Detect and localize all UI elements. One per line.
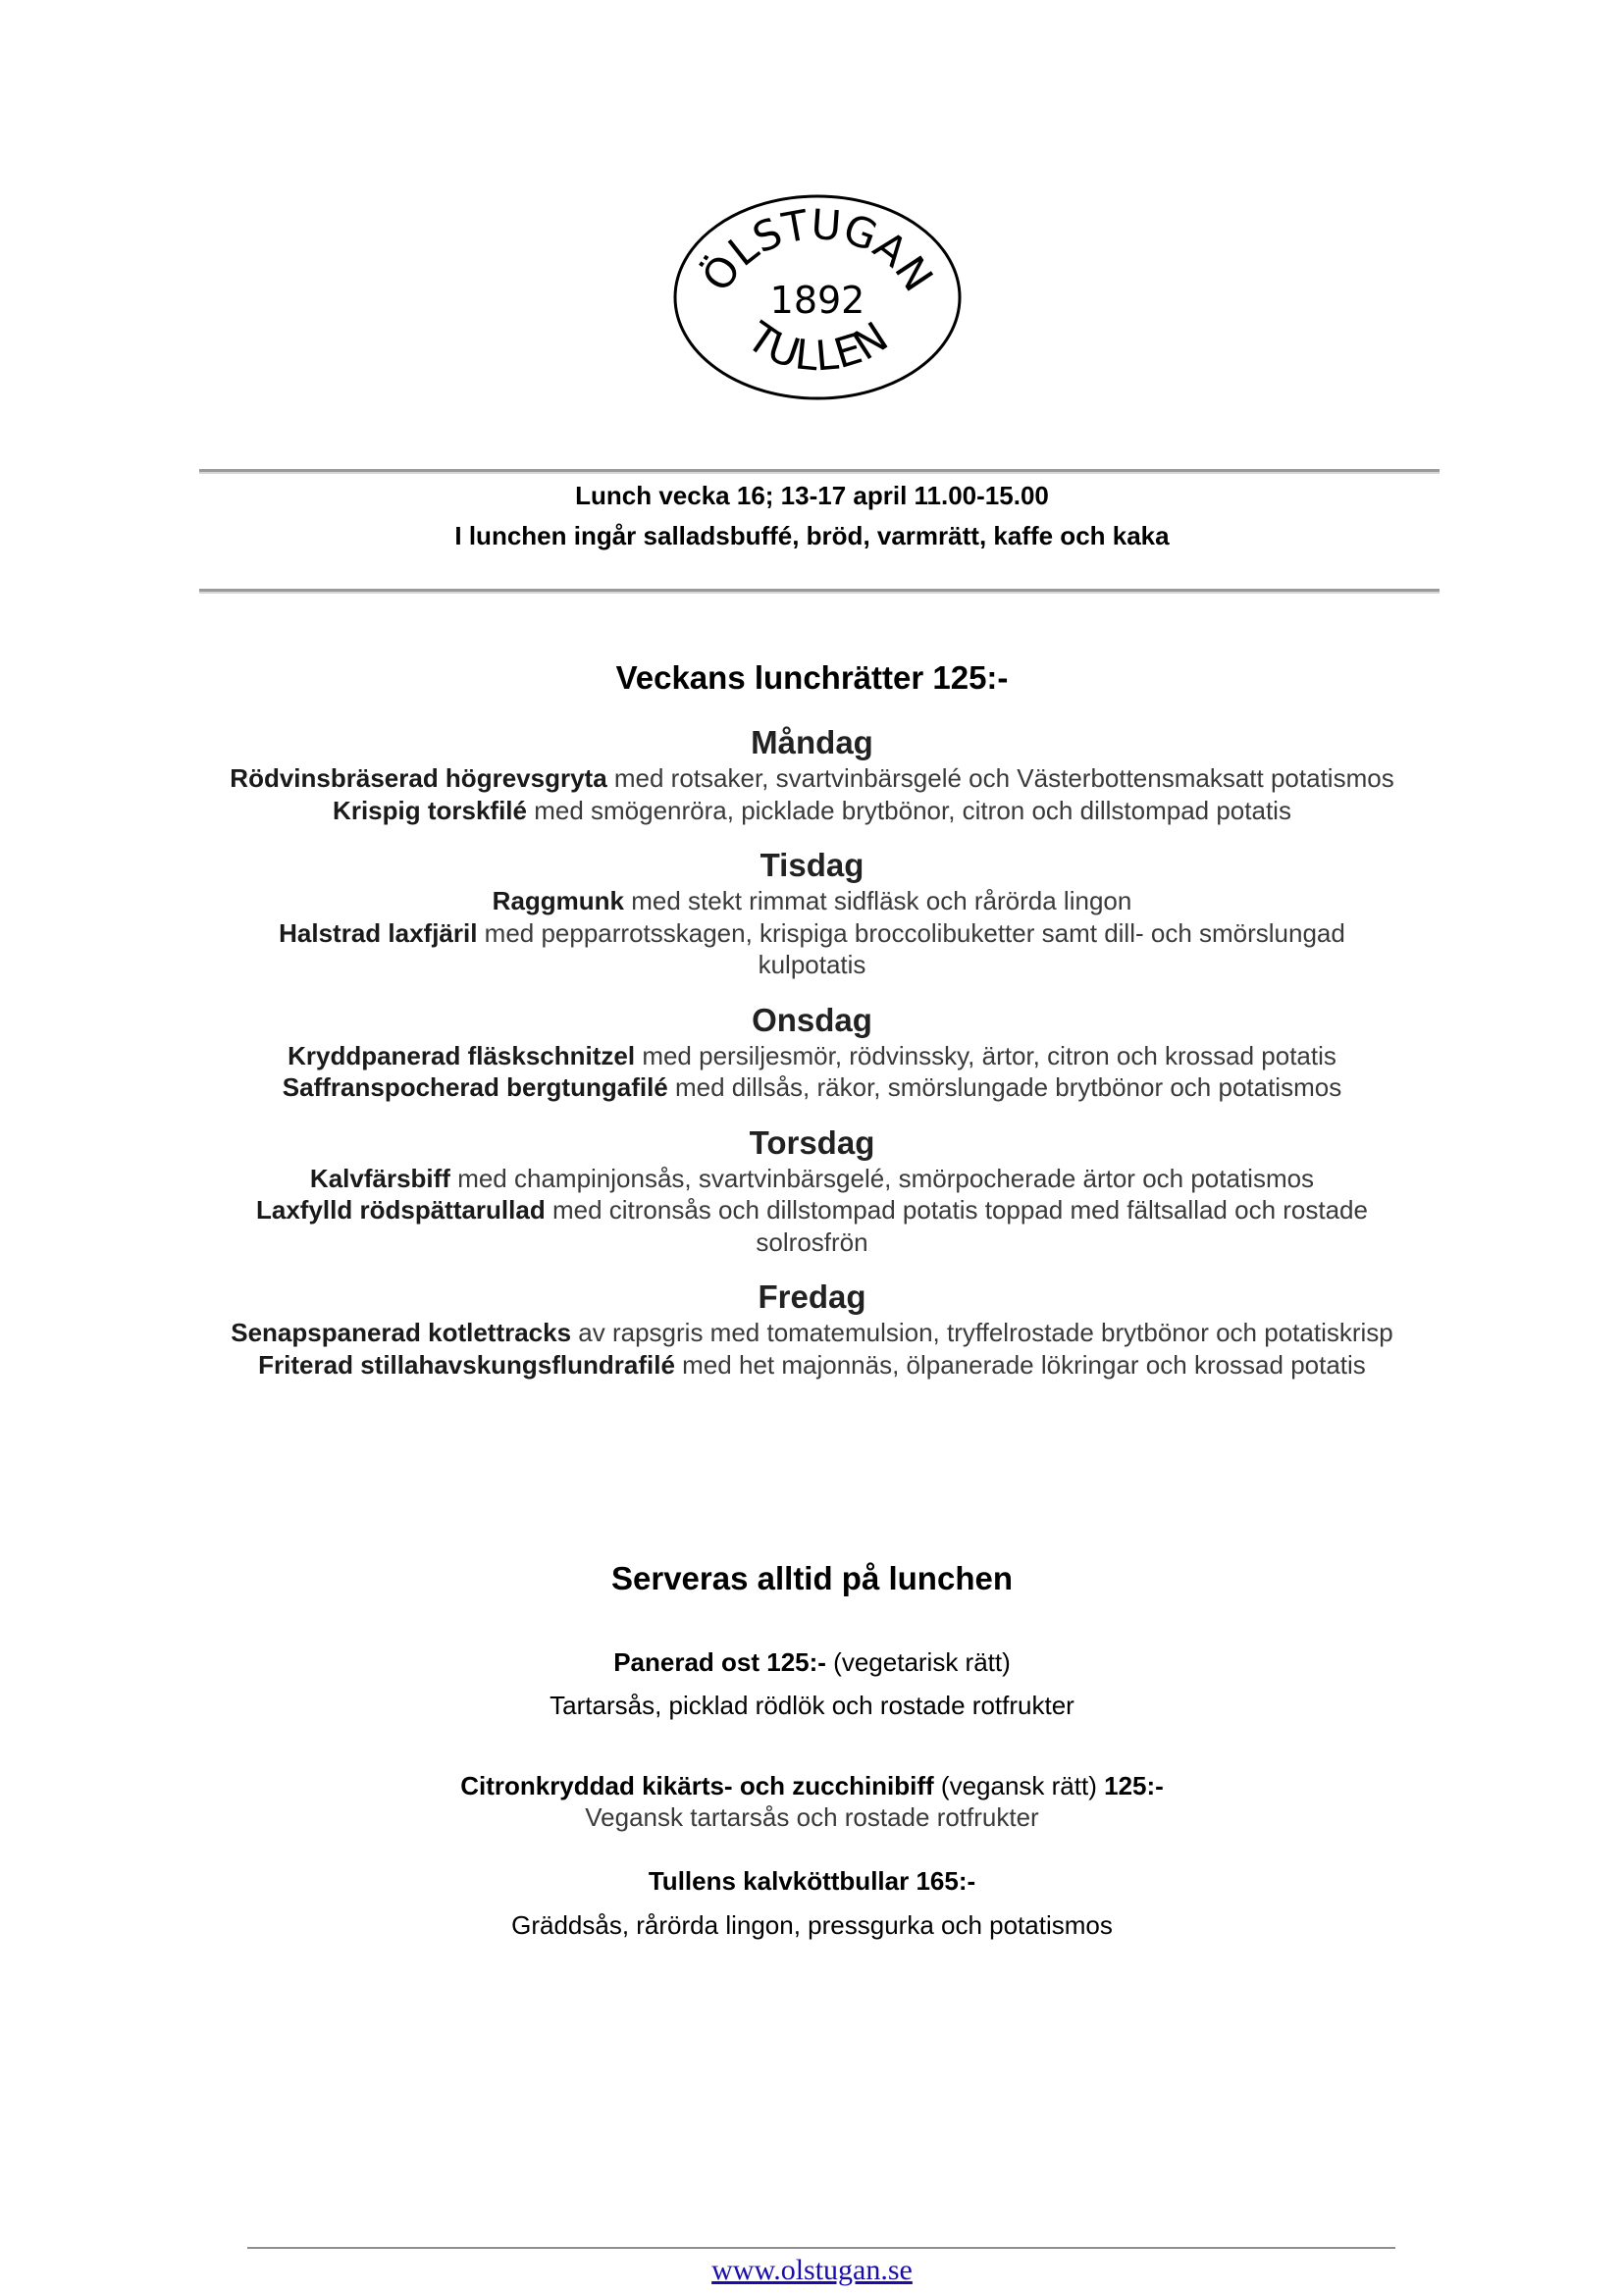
dish-description: med stekt rimmat sidfläsk och rårörda lingon xyxy=(624,886,1132,915)
always-item-description: Vegansk tartarsås och rostade rotfrukter xyxy=(585,1802,1039,1832)
dish xyxy=(226,1194,1398,1258)
dish xyxy=(226,1163,1398,1195)
footer-divider xyxy=(247,2247,1395,2249)
dish-description: med pepparrotsskagen, krispiga broccolibuketter samt dill- och smörslungad kulpotatis xyxy=(477,917,1345,979)
always-item-heading xyxy=(0,1770,1624,1801)
always-item-note: (vegetarisk rätt) xyxy=(825,1647,1011,1677)
always-item-heading xyxy=(0,1865,1624,1897)
lunch-includes-line: I lunchen ingår salladsbuffé, bröd, varmrätt, kaffe och kaka xyxy=(454,521,1170,550)
dish-name: Kalvfärsbiff xyxy=(309,1163,450,1193)
always-item-description: Gräddsås, rårörda lingon, pressgurka och potatismos xyxy=(511,1910,1113,1940)
olstugan-tullen-logo xyxy=(670,192,965,403)
day-friday xyxy=(226,1278,1398,1381)
lunch-week-heading: Lunch vecka 16; 13-17 april 11.00-15.00 xyxy=(575,481,1049,510)
dish xyxy=(226,1071,1398,1104)
day-wednesday xyxy=(226,1001,1398,1104)
dish xyxy=(226,762,1398,795)
dish xyxy=(226,795,1398,827)
dish-description: med het majonnäs, ölpanerade lökringar och krossad potatis xyxy=(674,1349,1366,1380)
dish-name: Krispig torskfilé xyxy=(333,795,527,825)
dish-description: med dillsås, räkor, smörslungade brytbönor och potatismos xyxy=(667,1072,1342,1102)
day-name: Fredag xyxy=(758,1278,866,1315)
always-item-name: Panerad ost 125:- xyxy=(613,1647,826,1677)
day-name: Onsdag xyxy=(752,1001,872,1038)
dish-name: Saffranspocherad bergtungafilé xyxy=(282,1072,668,1102)
dish-name: Kryddpanerad fläskschnitzel xyxy=(288,1040,636,1070)
week-menu-title: Veckans lunchrätter 125:- xyxy=(615,659,1009,696)
dish-description: med persiljesmör, rödvinssky, ärtor, citron och krossad potatis xyxy=(635,1040,1336,1070)
day-name: Måndag xyxy=(751,724,873,760)
dish-name: Rödvinsbräserad högrevsgryta xyxy=(230,763,607,793)
dish-name: Halstrad laxfjäril xyxy=(279,917,478,948)
header-bottom-divider xyxy=(199,589,1440,592)
dish-name: Friterad stillahavskungsflundrafilé xyxy=(258,1349,675,1380)
dish-name: Raggmunk xyxy=(492,886,625,915)
dish xyxy=(226,917,1398,981)
dish-name: Laxfylld rödspättarullad xyxy=(256,1195,546,1225)
dish-description: med rotsaker, svartvinbärsgelé och Västerbottensmaksatt potatismos xyxy=(606,763,1394,793)
dish-description: med citronsås och dillstompad potatis toppad med fältsallad och rostade solrosfrön xyxy=(545,1195,1368,1257)
logo-year: 1892 xyxy=(769,279,865,322)
header-top-divider xyxy=(199,469,1440,472)
footer xyxy=(0,2253,1624,2288)
weekly-menu xyxy=(226,723,1398,1381)
always-item-heading xyxy=(0,1646,1624,1678)
dish-description: av rapsgris med tomatemulsion, tryffelrostade brytbönor och potatiskrisp xyxy=(571,1318,1393,1347)
dish xyxy=(226,1349,1398,1382)
day-monday xyxy=(226,723,1398,826)
day-name: Tisdag xyxy=(760,847,864,883)
dish xyxy=(226,1317,1398,1349)
day-tuesday xyxy=(226,846,1398,981)
always-item-price: 125:- xyxy=(1104,1771,1164,1800)
dish xyxy=(226,885,1398,917)
website-link[interactable]: www.olstugan.se xyxy=(711,2254,913,2286)
always-item-description: Tartarsås, picklad rödlök och rostade rotfrukter xyxy=(550,1691,1074,1720)
dish-description: med champinjonsås, svartvinbärsgelé, smörpocherade ärtor och potatismos xyxy=(449,1163,1315,1193)
always-item-note: (vegansk rätt) xyxy=(933,1771,1105,1800)
always-item-name: Citronkryddad kikärts- och zucchinibiff xyxy=(460,1771,934,1800)
dish xyxy=(226,1040,1398,1072)
day-name: Torsdag xyxy=(749,1123,875,1161)
dish-description: med smögenröra, picklade brytbönor, citron och dillstompad potatis xyxy=(526,795,1291,825)
always-served-title: Serveras alltid på lunchen xyxy=(611,1560,1013,1596)
day-thursday xyxy=(226,1123,1398,1259)
logo-top-text: ÖLSTUGAN xyxy=(692,199,943,300)
logo-bottom-text: TULLEN xyxy=(738,312,897,381)
always-item-name: Tullens kalvköttbullar 165:- xyxy=(648,1866,976,1896)
dish-name: Senapspanerad kotlettracks xyxy=(231,1318,572,1347)
